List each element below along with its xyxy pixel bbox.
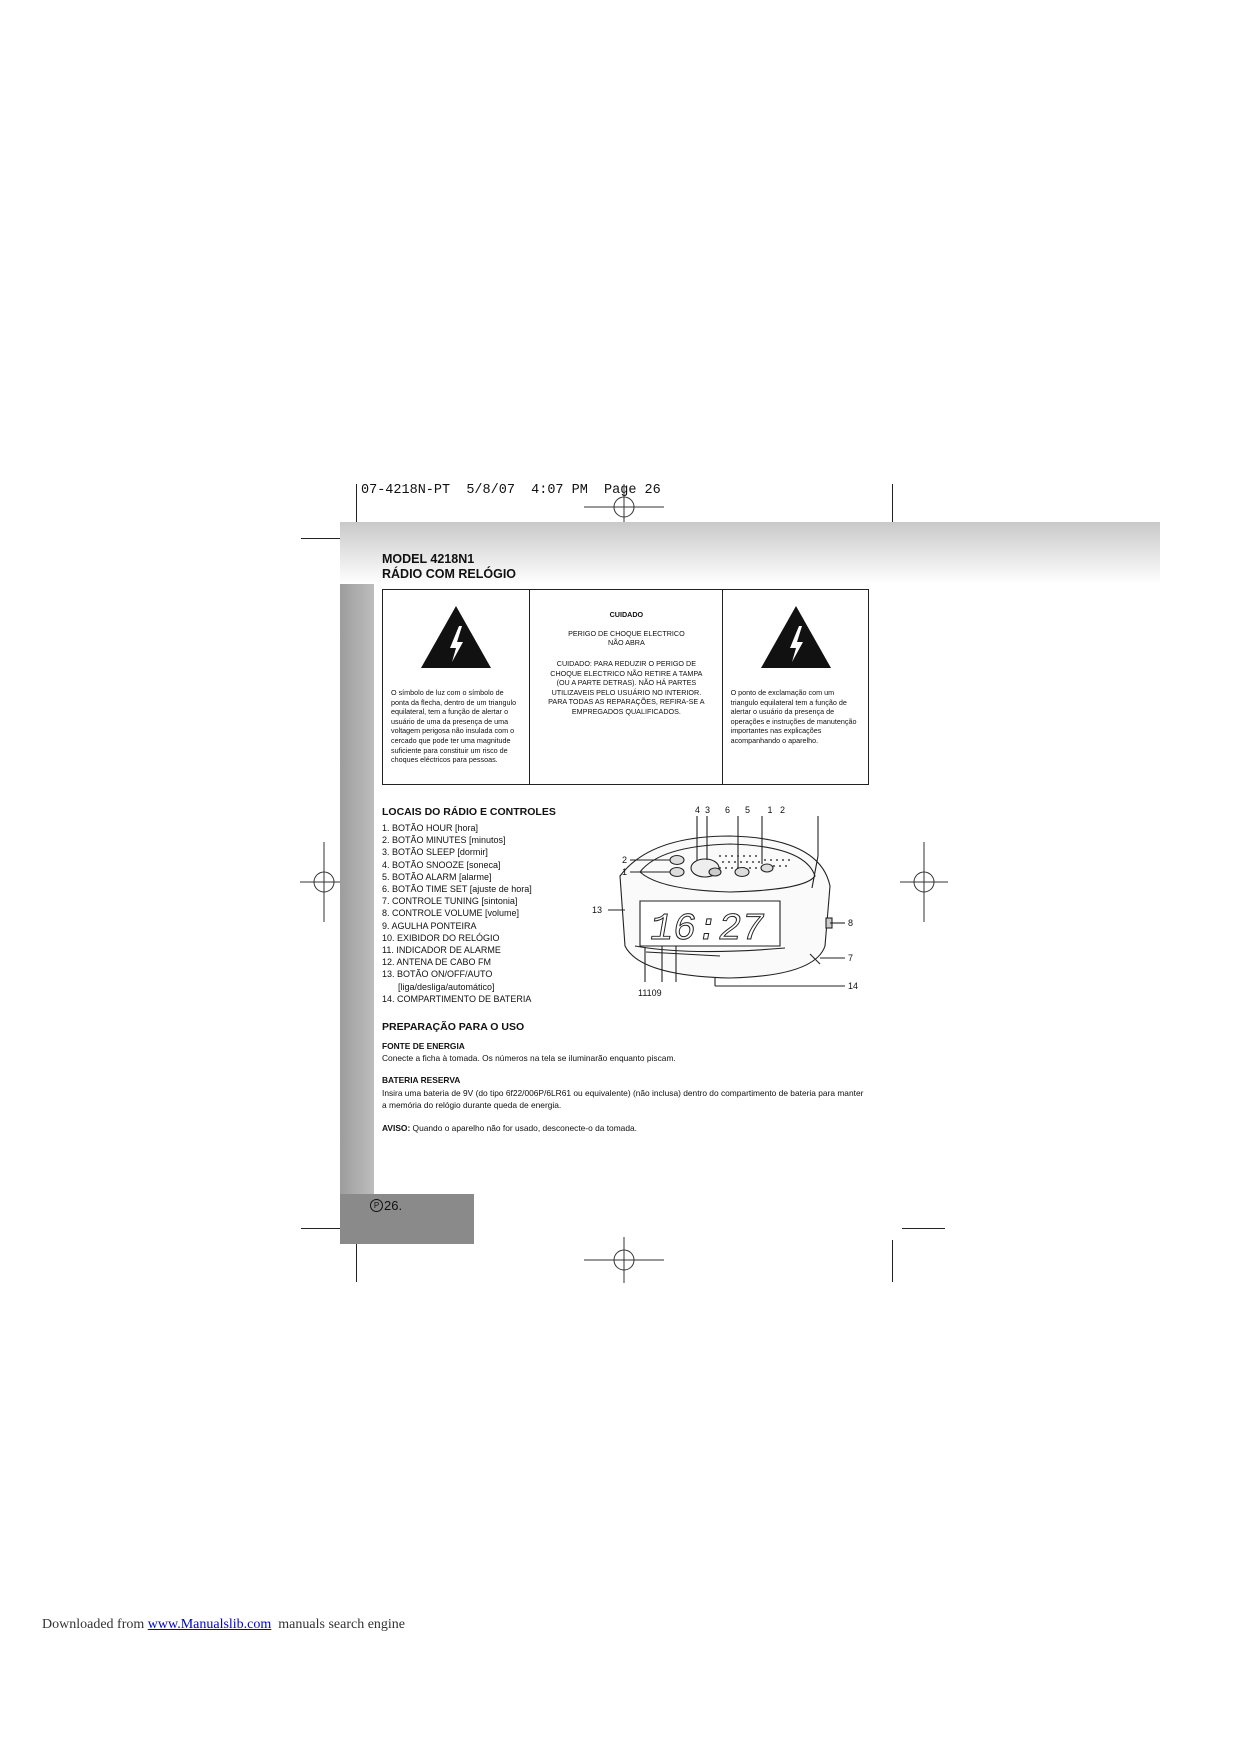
list-item: 11. INDICADOR DE ALARME [382,945,501,956]
callout-11-10-9: 11109 [638,988,662,998]
callout-top-numbers: 4 3 6 5 1 2 [695,806,786,815]
footer-suffix: manuals search engine [271,1617,406,1632]
lightning-triangle-icon [419,604,493,670]
callout-7: 7 [848,953,854,963]
model-number: MODEL 4218N1 [382,552,475,566]
backup-battery-title: BATERIA RESERVA [382,1075,461,1085]
list-item: 10. EXIBIDOR DO RELÓGIO [382,932,500,943]
prep-heading: PREPARAÇÃO PARA O USO [382,1021,525,1033]
list-item: 13. BOTÃO ON/OFF/AUTO [382,969,493,980]
list-item: 1. BOTÃO HOUR [hora] [382,823,479,833]
shock-warning-line: PERIGO DE CHOQUE ELECTRICO [568,629,685,638]
warning-center-cell [530,590,722,784]
warning-left-text: O símbolo de luz com o símbolo de ponta da flecha, dentro de um triangulo equilateral, tem a função de alertar o usuário de uma da presença de uma voltagem perigosa não insulada com o cercado que pode ter uma magnitude suficiente para constituir um risco de choques eléctricos para pessoas. [391,688,517,765]
locations-heading: LOCAIS DO RÁDIO E CONTROLES [382,806,556,818]
callout-1: 1 [622,867,628,877]
manualslib-link[interactable]: www.Manualslib.com [147,1617,272,1632]
language-badge-icon: P [370,1199,383,1212]
clock-display-digits: 16:27 [646,908,768,951]
list-item: 12. ANTENA DE CABO FM [382,957,492,968]
notice-text: Quando o aparelho não for usado, desconecte-o da tomada. [410,1123,637,1133]
clock-radio-diagram [580,806,880,1006]
product-name: RÁDIO COM RELÓGIO [382,567,517,581]
notice-label: AVISO: [382,1123,411,1133]
notice [382,1122,862,1134]
warning-right-text: O ponto de exclamação com um triangulo equilateral tem a função de alertar o usuário da presença de operações e instruções de manutenção importantes nas explicações acompanhando o aparelho. [730,688,857,745]
list-item: 2. BOTÃO MINUTES [minutos] [382,835,506,846]
print-slug: 07-4218N-PT 5/8/07 4:07 PM Page 26 [361,483,661,498]
list-item: 5. BOTÃO ALARM [alarme] [382,871,492,882]
callout-2: 2 [622,855,628,865]
callout-13: 13 [592,905,603,915]
warning-table [382,589,869,785]
list-item: 7. CONTROLE TUNING [sintonia] [382,896,518,907]
caution-title: CUIDADO [609,610,644,619]
power-source-title: FONTE DE ENERGIA [382,1041,465,1051]
page-number: 26. [384,1198,403,1213]
power-source-text: Conecte a ficha à tomada. Os números na tela se iluminarão enquanto piscam. [382,1053,676,1063]
warning-right-cell [723,590,868,784]
list-item: 6. BOTÃO TIME SET [ajuste de hora] [382,884,532,895]
backup-battery-text: Insira uma bateria de 9V (do tipo 6f22/006P/6LR61 ou equivalente) (não inclusa) dentro do compartimento de bateria para manter a memória do relógio durante queda de energia. [382,1088,864,1110]
list-item: 3. BOTÃO SLEEP [dormir] [382,847,488,858]
folio [370,1198,402,1213]
list-item: 14. COMPARTIMENTO DE BATERIA [382,993,532,1004]
left-margin-bar [340,584,374,1194]
lightning-triangle-icon [759,604,833,670]
footer-prefix: Downloaded from [42,1617,148,1632]
folio-box [340,1194,474,1244]
download-footer [42,1617,405,1633]
list-item: 8. CONTROLE VOLUME [volume] [382,908,520,919]
controls-list [382,822,532,1005]
list-item: 4. BOTÃO SNOOZE [soneca] [382,859,501,870]
model-title [382,552,516,582]
callout-14: 14 [848,981,859,991]
do-not-open-line: NÃO ABRA [608,638,645,647]
list-item: [liga/desliga/automático] [398,981,495,992]
warning-left-cell [383,590,530,784]
caution-body: CUIDADO: PARA REDUZIR O PERIGO DE CHOQUE ELECTRICO NÃO RETIRE A TAMPA (OU A PARTE DETRAS). NÃO HÁ PARTES UTILIZAVEIS PELO USUÁRIO NO INTERIOR. PARA TODAS AS REPARAÇÕES, REFIRA-SE A EMPREGADOS QUALIFICADOS. [548,659,705,716]
list-item: 9. AGULHA PONTEIRA [382,920,477,931]
callout-8: 8 [848,918,854,928]
